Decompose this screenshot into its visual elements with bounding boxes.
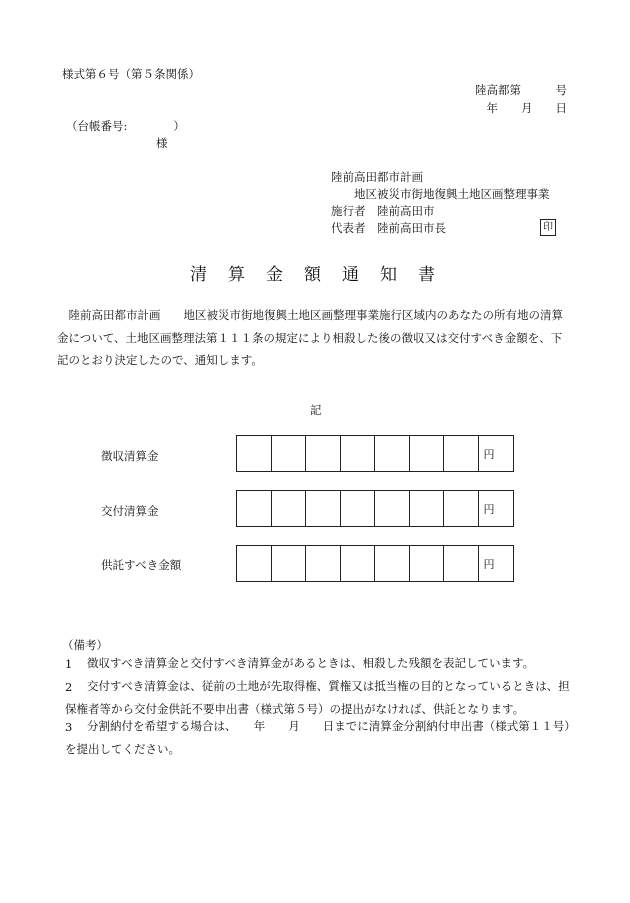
issuer-plan-name: 陸前高田都市計画: [331, 170, 423, 184]
digit-box[interactable]: [236, 545, 272, 582]
digit-box[interactable]: [271, 435, 307, 472]
digit-box[interactable]: [271, 490, 307, 527]
seal-mark: 印: [540, 219, 556, 236]
yen-unit: 円: [478, 545, 514, 582]
issuer-representative: 代表者 陸前高田市長: [331, 221, 446, 235]
digit-box[interactable]: [305, 545, 341, 582]
remarks-heading: （備考）: [62, 638, 108, 652]
digit-box[interactable]: [409, 435, 445, 472]
digit-box[interactable]: [236, 490, 272, 527]
document-title: 清算金額通知書: [190, 265, 456, 285]
recipient-honorific: 様: [156, 136, 168, 150]
amount-boxes-collection[interactable]: [236, 435, 514, 472]
digit-box[interactable]: [374, 435, 410, 472]
form-label: 様式第６号（第５条関係）: [62, 67, 200, 81]
issue-date: 年 月 日: [486, 101, 567, 115]
ki-marker: 記: [310, 403, 322, 417]
ledger-number: （台帳番号: ）: [66, 119, 185, 133]
remark-number: 1: [65, 657, 73, 671]
document-number: 陸高都第 号: [475, 83, 567, 97]
digit-box[interactable]: [409, 490, 445, 527]
digit-box[interactable]: [305, 435, 341, 472]
digit-box[interactable]: [340, 490, 376, 527]
remark-number: 2: [65, 680, 73, 694]
yen-unit: 円: [478, 435, 514, 472]
digit-box[interactable]: [443, 545, 479, 582]
yen-unit: 円: [478, 490, 514, 527]
issuer-executor: 施行者 陸前高田市: [331, 204, 435, 218]
digit-box[interactable]: [409, 545, 445, 582]
remark-item-3: 分割納付を希望する場合は、 年 月 日までに清算金分割納付申出書（様式第１１号）を提出してください。: [65, 719, 570, 756]
amount-boxes-payment[interactable]: [236, 490, 514, 527]
digit-box[interactable]: [443, 490, 479, 527]
amount-boxes-deposit[interactable]: [236, 545, 514, 582]
remark-item-1: 徴収すべき清算金と交付すべき清算金があるときは、相殺した残額を表記しています。: [87, 656, 535, 670]
digit-box[interactable]: [340, 545, 376, 582]
digit-box[interactable]: [305, 490, 341, 527]
digit-box[interactable]: [443, 435, 479, 472]
digit-box[interactable]: [236, 435, 272, 472]
issuer-project-name: 地区被災市街地復興土地区画整理事業: [354, 187, 550, 201]
body-paragraph: 陸前高田都市計画 地区被災市街地復興土地区画整理事業施行区域内のあなたの所有地の清算金について、土地区画整理法第１１１条の規定により相殺した後の徴収又は交付すべき金額を、下記のとおり決定したので、通知します。: [57, 308, 563, 367]
remark-number: 3: [65, 720, 73, 734]
digit-box[interactable]: [374, 545, 410, 582]
remark-item-2: 交付すべき清算金は、従前の土地が先取得権、質権又は抵当権の目的となっているときは、担保権者等から交付金供託不要申出書（様式第５号）の提出がなければ、供託となります。: [65, 679, 570, 716]
digit-box[interactable]: [340, 435, 376, 472]
amount-label-collection: 徴収清算金: [101, 449, 159, 463]
digit-box[interactable]: [271, 545, 307, 582]
amount-label-payment: 交付清算金: [101, 504, 159, 518]
amount-label-deposit: 供託すべき金額: [101, 558, 182, 572]
digit-box[interactable]: [374, 490, 410, 527]
